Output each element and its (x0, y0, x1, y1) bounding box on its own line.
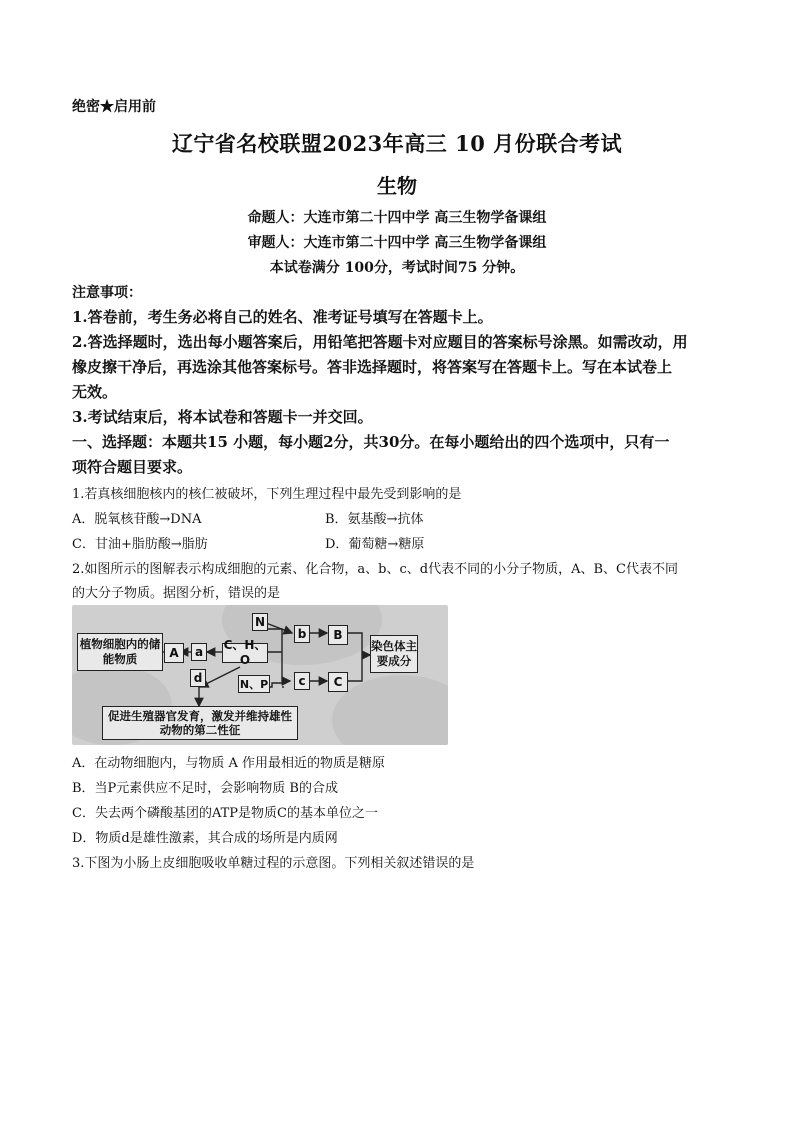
compound-diagram (72, 605, 448, 745)
note-item: 3.考试结束后，将本试卷和答题卡一并交回。 (72, 408, 373, 426)
q1-option-b: B．氨基酸→抗体 (325, 512, 424, 527)
notes-heading: 注意事项： (72, 285, 142, 301)
question-3-stem: 3.下图为小肠上皮细胞吸收单糖过程的示意图。下列相关叙述错误的是 (72, 856, 475, 871)
node-b: b (294, 625, 310, 643)
node-C: C (328, 672, 348, 692)
subject-title: 生物 (377, 174, 417, 198)
node-B: B (328, 625, 348, 645)
q2-option-b: B．当P元素供应不足时，会影响物质 B的合成 (72, 781, 338, 796)
storage-substance-box: 植物细胞内的储能物质 (77, 633, 163, 671)
note-item: 2.答选择题时，选出每小题答案后，用铅笔把答题卡对应题目的答案标号涂黑。如需改动，用 (72, 333, 688, 351)
q1-option-d: D．葡萄糖→糖原 (325, 537, 425, 552)
q1-option-a: A．脱氧核苷酸→DNA (72, 512, 202, 527)
note-item: 橡皮擦干净后，再选涂其他答案标号。答非选择题时，将答案写在答题卡上。写在本试卷上 (72, 358, 673, 376)
q2-option-a: A．在动物细胞内，与物质 A 作用最相近的物质是糖原 (72, 756, 386, 771)
reviewer-line: 审题人：大连市第二十四中学 高三生物学备课组 (247, 235, 547, 251)
hormone-function-box: 促进生殖器官发育，激发并维持雄性动物的第二性征 (102, 706, 298, 740)
score-time-line: 本试卷满分 100分，考试时间75 分钟。 (269, 260, 525, 276)
note-item: 无效。 (72, 383, 118, 401)
confidential-mark: 绝密★启用前 (72, 99, 156, 115)
node-N: N (252, 613, 268, 631)
section-heading-cont: 项符合题目要求。 (72, 458, 193, 476)
q1-option-c: C．甘油+脂肪酸→脂肪 (72, 537, 208, 552)
question-2-stem: 2.如图所示的图解表示构成细胞的元素、化合物，a、b、c、d代表不同的小分子物质，A、B、C代表不同 (72, 562, 678, 577)
q2-option-c: C．失去两个磷酸基团的ATP是物质C的基本单位之一 (72, 806, 378, 821)
note-item: 1.答卷前，考生务必将自己的姓名、准考证号填写在答题卡上。 (72, 308, 493, 326)
node-chno: C、H、O (223, 638, 267, 667)
question-1-stem: 1.若真核细胞核内的核仁被破坏，下列生理过程中最先受到影响的是 (72, 487, 462, 502)
node-np: N、P (238, 675, 270, 693)
exam-title: 辽宁省名校联盟2023年高三 10 月份联合考试 (171, 131, 623, 156)
node-a: a (191, 643, 207, 661)
node-d: d (190, 669, 206, 687)
node-c: c (294, 672, 310, 690)
chromosome-box: 染色体主要成分 (370, 635, 418, 673)
q2-option-d: D．物质d是雄性激素，其合成的场所是内质网 (72, 831, 338, 846)
node-A: A (164, 643, 184, 663)
section-heading: 一、选择题：本题共15 小题，每小题2分，共30分。在每小题给出的四个选项中，只有一 (72, 433, 670, 451)
question-2-stem-cont: 的大分子物质。据图分析，错误的是 (72, 586, 281, 601)
author-line: 命题人：大连市第二十四中学 高三生物学备课组 (247, 210, 547, 226)
